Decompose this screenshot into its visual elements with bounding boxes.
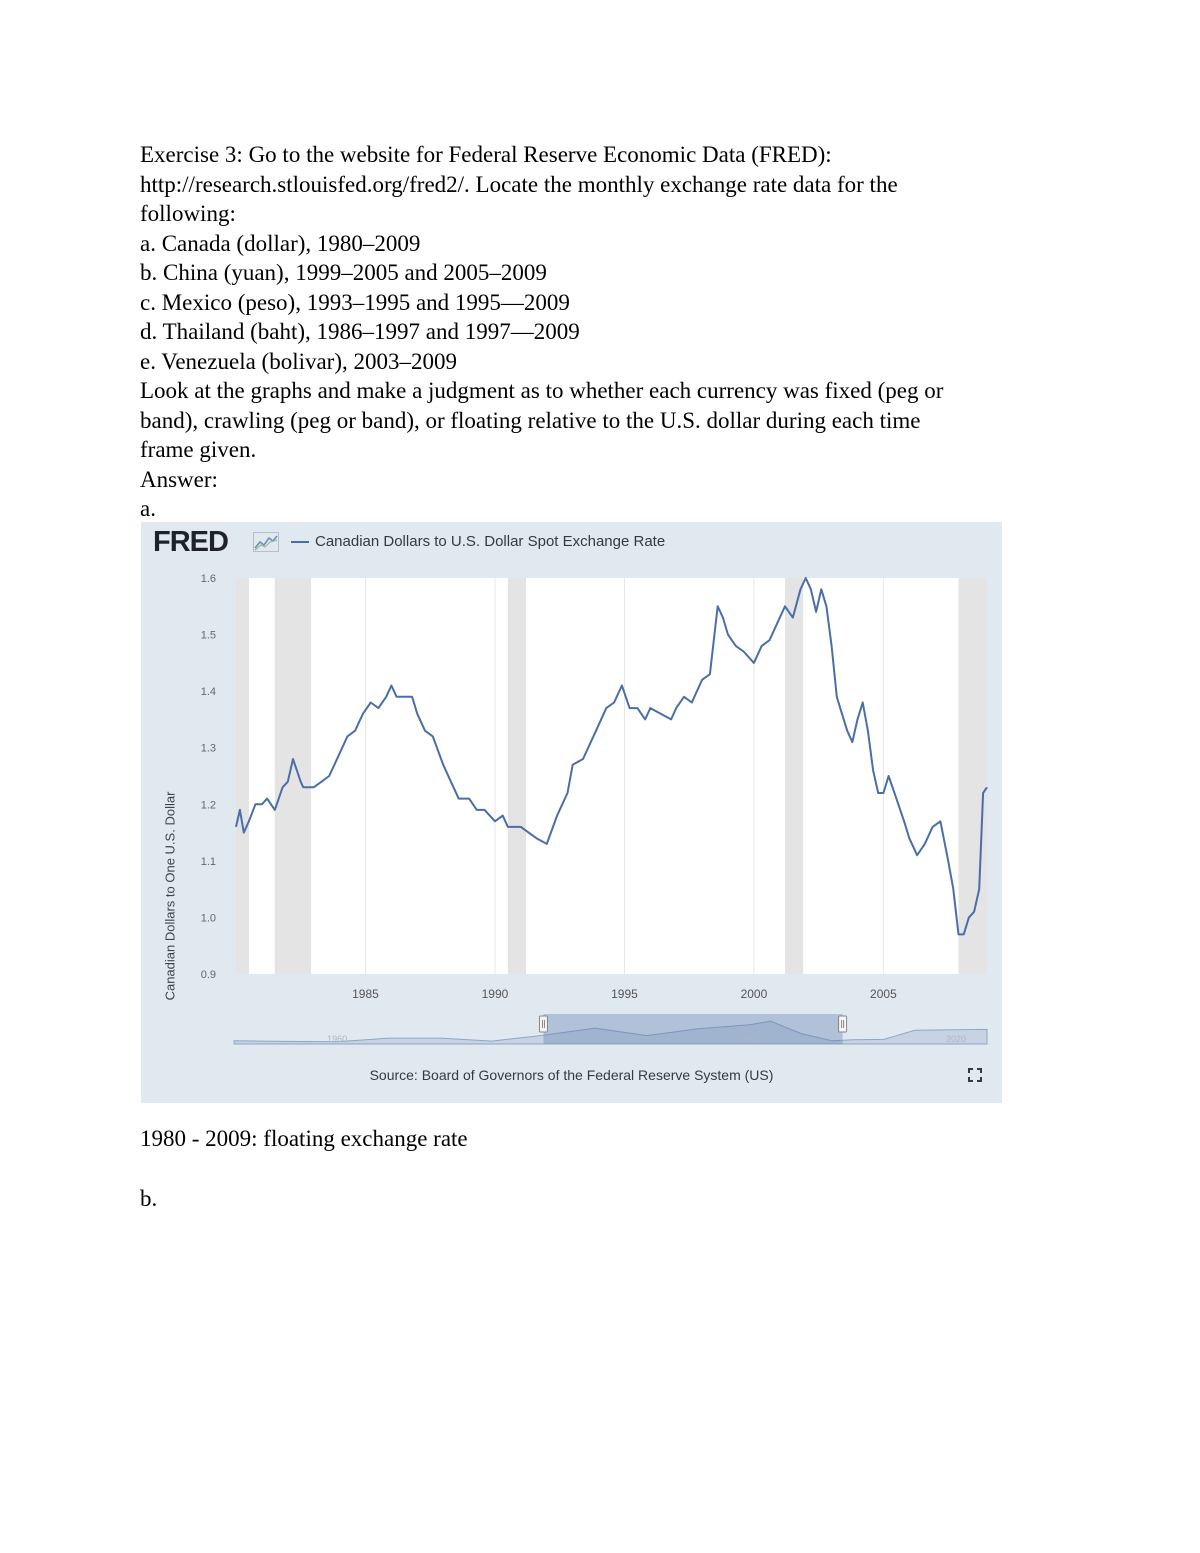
navigator-label: 1960 <box>327 1034 348 1044</box>
exercise-line: Answer: <box>140 466 218 492</box>
recession-band <box>236 578 249 974</box>
exercise-line: a. <box>140 496 156 521</box>
y-tick-label: 1.4 <box>200 686 216 699</box>
exercise-line: Look at the graphs and make a judgment as to whether each currency was fixed (peg or <box>140 378 944 403</box>
x-tick-label: 2000 <box>740 987 768 1001</box>
exercise-line: a. Canada (dollar), 1980–2009 <box>140 230 421 256</box>
navigator-label: 2000 <box>739 1034 760 1044</box>
range-navigator[interactable] <box>141 1012 1002 1052</box>
exercise-line: b. China (yuan), 1999–2005 and 2005–2009 <box>140 260 547 285</box>
exercise-line: e. Venezuela (bolivar), 2003–2009 <box>140 348 458 374</box>
y-tick-label: 0.9 <box>200 969 216 981</box>
y-axis-title: Canadian Dollars to One U.S. Dollar <box>162 791 178 1001</box>
y-tick-label: 1.6 <box>200 573 216 585</box>
y-tick-label: 1.1 <box>200 855 216 868</box>
y-tick-label: 1.5 <box>200 629 216 642</box>
exercise-text <box>140 140 1060 524</box>
navigator-handle[interactable] <box>839 1016 847 1032</box>
exercise-line: Exercise 3: Go to the website for Federal Reserve Economic Data (FRED): <box>140 142 832 167</box>
fred-chart <box>141 522 1002 1103</box>
fred-logo: FRED <box>153 526 228 558</box>
x-tick-label: 1995 <box>611 987 638 1001</box>
x-tick-label: 1990 <box>481 987 509 1001</box>
exercise-line: http://research.stlouisfed.org/fred2/. Locate the monthly exchange rate data for the <box>140 171 898 197</box>
exercise-line: following: <box>140 201 236 226</box>
navigator-label: 2020 <box>946 1034 967 1044</box>
y-tick-label: 1.3 <box>200 742 216 755</box>
x-tick-label: 1985 <box>352 987 379 1001</box>
x-tick-label: 2005 <box>870 987 897 1001</box>
legend-label: Canadian Dollars to U.S. Dollar Spot Exchange Rate <box>315 533 666 550</box>
recession-band <box>785 578 803 974</box>
y-tick-label: 1.2 <box>200 799 216 812</box>
y-tick-label: 1.0 <box>200 912 216 925</box>
exercise-line: frame given. <box>140 437 257 462</box>
answer-a-result: 1980 - 2009: floating exchange rate <box>140 1126 468 1151</box>
exercise-line: d. Thailand (baht), 1986–1997 and 1997—2009 <box>140 319 580 344</box>
recession-band <box>508 578 526 974</box>
navigator-handle[interactable] <box>539 1016 547 1032</box>
line-chart[interactable] <box>141 522 1002 1022</box>
source-note: Source: Board of Governors of the Federal Reserve System (US) <box>369 1067 774 1083</box>
fullscreen-icon[interactable] <box>968 1068 982 1082</box>
exercise-line: band), crawling (peg or band), or floating relative to the U.S. dollar during each time <box>140 407 921 433</box>
answer-b-label: b. <box>140 1186 158 1211</box>
recession-band <box>275 578 311 974</box>
navigator-selected-range[interactable] <box>543 1014 842 1044</box>
exercise-line: c. Mexico (peso), 1993–1995 and 1995—2009 <box>140 289 570 315</box>
